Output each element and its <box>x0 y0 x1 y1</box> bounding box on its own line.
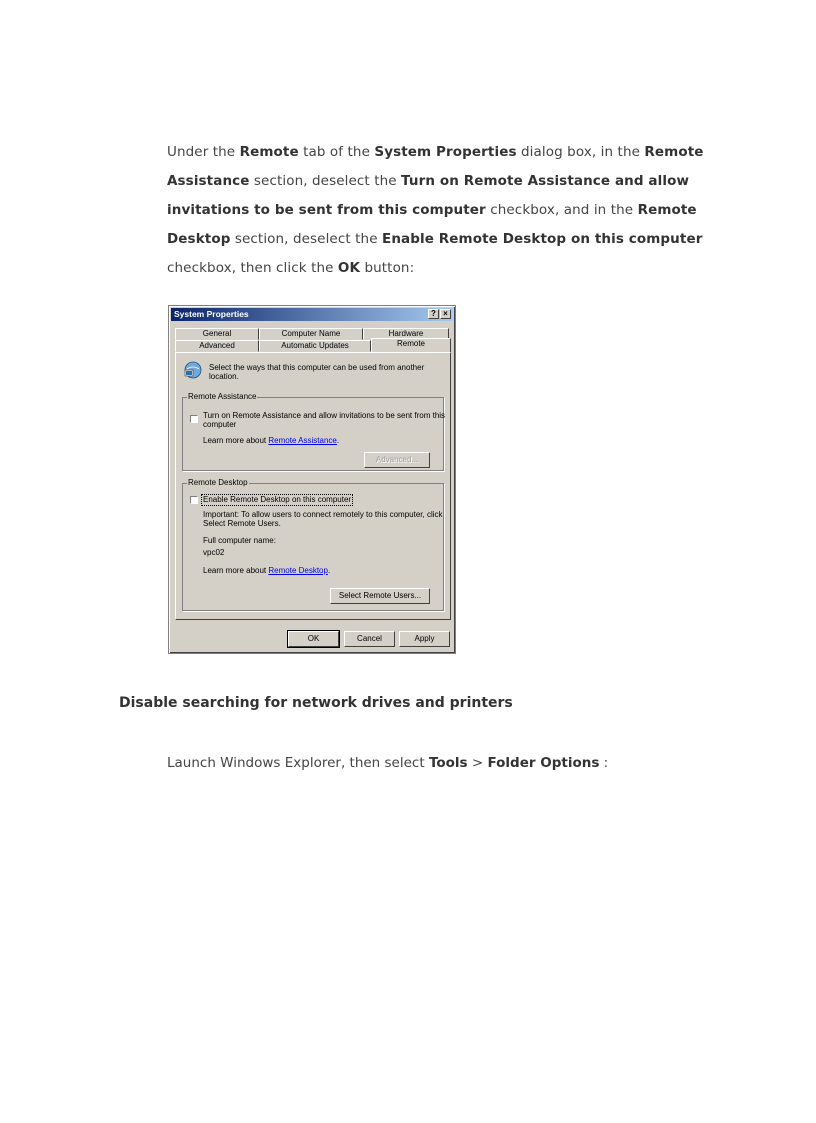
full-computer-name-label: Full computer name: <box>203 536 276 545</box>
remote-desktop-learn-more <box>203 566 330 576</box>
remote-desktop-link[interactable]: Remote Desktop <box>268 566 328 575</box>
tab-advanced[interactable]: Advanced <box>175 340 259 352</box>
remote-desktop-label: Remote Desktop <box>188 478 248 487</box>
tab-automatic-updates[interactable]: Automatic Updates <box>259 340 371 352</box>
intro-ok: OK <box>337 260 361 276</box>
remote-desktop-checkbox[interactable] <box>190 496 198 504</box>
intro-text: checkbox, then click the <box>167 260 338 276</box>
description-line1: Select the ways that this computer can be used from another <box>209 363 425 372</box>
intro-text: button: <box>360 260 415 276</box>
advanced-button[interactable]: Advanced... <box>364 452 430 468</box>
intro-enable-option: Enable Remote Desktop on this computer <box>382 231 703 247</box>
section-heading: Disable searching for network drives and printers <box>119 695 513 711</box>
learn-more-prefix: Learn more about <box>203 436 269 445</box>
remote-assistance-label: Remote Assistance <box>188 392 257 401</box>
intro-remote-desktop: Remote Desktop <box>167 202 697 247</box>
step-folder-options: Folder Options <box>487 755 600 771</box>
step-text: > <box>467 755 488 771</box>
remote-assistance-link[interactable]: Remote Assistance <box>268 436 337 445</box>
cancel-button[interactable]: Cancel <box>344 631 395 647</box>
remote-assistance-group <box>182 392 446 471</box>
step-text: Launch Windows Explorer, then select <box>167 755 429 771</box>
computer-name-value: vpc02 <box>203 548 225 557</box>
learn-more-suffix: . <box>327 566 331 575</box>
intro-system-properties: System Properties <box>374 144 517 160</box>
system-properties-dialog <box>168 305 456 654</box>
intro-text: section, deselect the <box>230 231 382 247</box>
learn-more-prefix: Learn more about <box>203 566 269 575</box>
select-remote-users-button[interactable]: Select Remote Users... <box>330 588 430 604</box>
instruction-paragraph <box>167 138 707 283</box>
remote-desktop-checkbox-label[interactable]: Enable Remote Desktop on this computer <box>203 495 352 504</box>
dialog-title: System Properties <box>174 309 249 319</box>
intro-turn-on-option: Turn on Remote Assistance and allow invitations to be sent from this computer <box>167 173 690 218</box>
step-paragraph <box>167 752 608 774</box>
intro-remote-tab: Remote <box>239 144 299 160</box>
intro-text: section, deselect the <box>249 173 402 189</box>
description-line2: location. <box>209 372 239 381</box>
remote-assistance-checkbox[interactable] <box>190 415 198 423</box>
ok-button[interactable]: OK <box>288 631 339 647</box>
intro-remote-assistance: Remote Assistance <box>167 144 704 189</box>
tab-remote[interactable]: Remote <box>371 338 451 352</box>
computer-icon <box>184 361 202 379</box>
remote-assistance-checkbox-label[interactable]: Turn on Remote Assistance and allow invitations to be sent from this <box>203 411 446 420</box>
intro-text: Under the <box>167 144 240 160</box>
apply-button[interactable]: Apply <box>399 631 450 647</box>
intro-text: dialog box, in the <box>516 144 645 160</box>
help-button[interactable]: ? <box>428 309 439 319</box>
intro-text: tab of the <box>298 144 375 160</box>
intro-text: checkbox, and in the <box>485 202 638 218</box>
important-line2: Select Remote Users. <box>203 519 281 528</box>
tab-hardware[interactable]: Hardware <box>363 328 449 340</box>
step-text: : <box>599 755 609 771</box>
remote-desktop-group <box>182 478 444 611</box>
dialog-titlebar <box>171 308 453 321</box>
remote-assistance-checkbox-label-line2[interactable]: computer <box>203 420 237 429</box>
tab-computer-name[interactable]: Computer Name <box>259 328 363 340</box>
important-line1: Important: To allow users to connect remotely to this computer, click <box>203 510 443 519</box>
tab-general[interactable]: General <box>175 328 259 340</box>
remote-tab-panel <box>175 352 451 620</box>
step-tools: Tools <box>428 755 468 771</box>
remote-assistance-learn-more <box>203 436 339 446</box>
close-button[interactable]: × <box>440 309 451 319</box>
learn-more-suffix: . <box>336 436 340 445</box>
